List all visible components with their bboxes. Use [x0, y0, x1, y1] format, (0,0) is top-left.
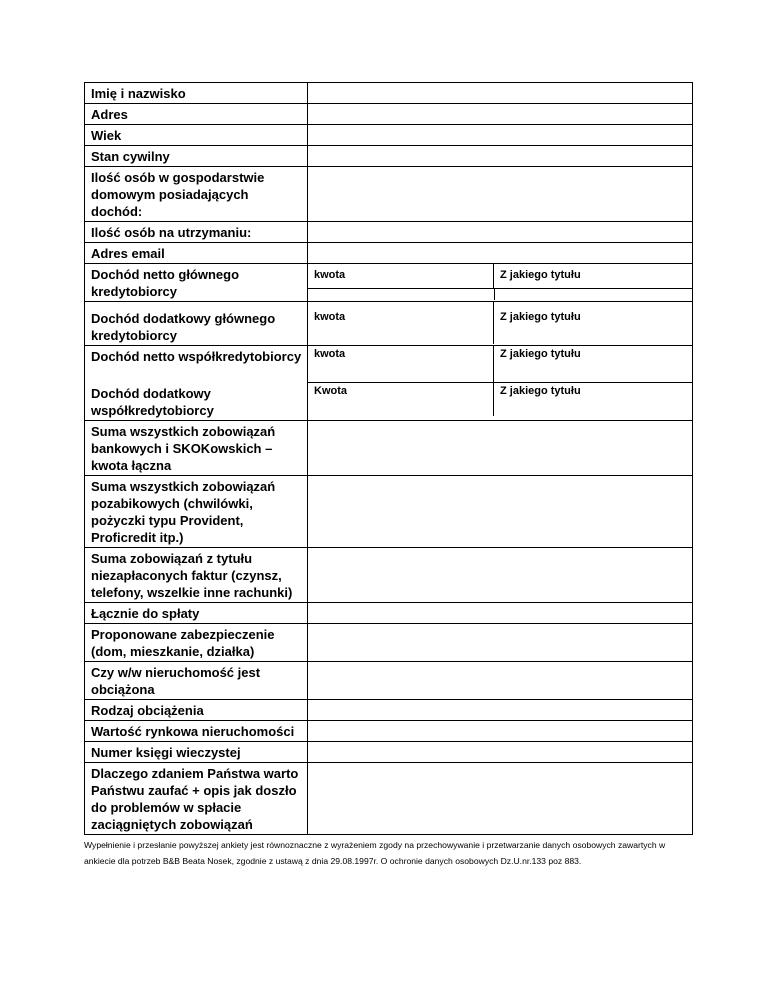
field-value-property-encumbered[interactable]: [308, 661, 693, 699]
field-label-address: Adres: [85, 104, 308, 125]
table-row: [85, 383, 693, 421]
field-label-unpaid-invoices: Suma zobowiązań z tytułu niezapłaconych faktur (czynsz, telefony, wszelkie inne rachunki): [85, 547, 308, 602]
field-label-property-encumbered: Czy w/w nieruchomość jest obciążona: [85, 661, 308, 699]
field-label-name: Imię i nazwisko: [85, 83, 308, 104]
field-value-market-value[interactable]: [308, 720, 693, 741]
field-value-collateral[interactable]: [308, 623, 693, 661]
table-row: [85, 475, 693, 547]
field-value-trust-description[interactable]: [308, 762, 693, 834]
table-row: [85, 699, 693, 720]
table-row: [85, 346, 693, 383]
questionnaire-form: [84, 82, 680, 869]
questionnaire-table: [84, 82, 693, 835]
table-row: [85, 302, 693, 346]
field-label-dependents: Ilość osób na utrzymaniu:: [85, 222, 308, 243]
field-label-nonbank-obligations: Suma wszystkich zobowiązań pozabikowych (chwilówki, pożyczki typu Provident, Proficredit itp.): [85, 475, 308, 547]
field-value-encumbrance-type[interactable]: [308, 699, 693, 720]
amount-input[interactable]: [308, 289, 495, 300]
table-row: [85, 125, 693, 146]
field-label-trust-description: Dlaczego zdaniem Państwa warto Państwu zaufać + opis jak doszło do problemów w spłacie zaciągniętych zobowiązań: [85, 762, 308, 834]
field-label-collateral: Proponowane zabezpieczenie (dom, mieszkanie, działka): [85, 623, 308, 661]
table-row: [85, 547, 693, 602]
field-label-market-value: Wartość rynkowa nieruchomości: [85, 720, 308, 741]
table-row: [85, 623, 693, 661]
field-label-co-extra-income: Dochód dodatkowy współkredytobiorcy: [85, 383, 308, 421]
field-value-nonbank-obligations[interactable]: [308, 475, 693, 547]
field-label-email: Adres email: [85, 243, 308, 264]
field-label-land-register-number: Numer księgi wieczystej: [85, 741, 308, 762]
field-label-bank-obligations: Suma wszystkich zobowiązań bankowych i SKOKowskich – kwota łączna: [85, 420, 308, 475]
source-header: Z jakiego tytułu: [500, 385, 581, 397]
table-row: [85, 420, 693, 475]
table-row: [85, 83, 693, 104]
field-value-total-to-repay[interactable]: [308, 602, 693, 623]
table-row: [85, 264, 693, 302]
field-value-address[interactable]: [308, 104, 693, 125]
field-value-bank-obligations[interactable]: [308, 420, 693, 475]
field-label-encumbrance-type: Rodzaj obciążenia: [85, 699, 308, 720]
field-value-unpaid-invoices[interactable]: [308, 547, 693, 602]
field-value-dependents[interactable]: [308, 222, 693, 243]
table-row: [85, 104, 693, 125]
field-value-marital-status[interactable]: [308, 146, 693, 167]
table-row: [85, 146, 693, 167]
table-row: [85, 741, 693, 762]
field-label-marital-status: Stan cywilny: [85, 146, 308, 167]
field-value-name[interactable]: [308, 83, 693, 104]
source-header: Z jakiego tytułu: [500, 348, 581, 360]
field-label-age: Wiek: [85, 125, 308, 146]
table-row: [85, 661, 693, 699]
amount-header: kwota: [308, 302, 494, 344]
field-value-household-earners[interactable]: [308, 167, 693, 222]
source-header: Z jakiego tytułu: [500, 311, 581, 323]
field-value-email[interactable]: [308, 243, 693, 264]
table-row: [85, 602, 693, 623]
table-row: [85, 243, 693, 264]
amount-header: Kwota: [308, 383, 494, 416]
source-input[interactable]: [495, 289, 692, 300]
amount-header: kwota: [308, 264, 494, 288]
field-label-total-to-repay: Łącznie do spłaty: [85, 602, 308, 623]
table-row: [85, 222, 693, 243]
table-row: [85, 167, 693, 222]
field-value-land-register-number[interactable]: [308, 741, 693, 762]
field-label-main-extra-income: Dochód dodatkowy głównego kredytobiorcy: [85, 302, 308, 346]
field-label-household-earners: Ilość osób w gospodarstwie domowym posiadających dochód:: [85, 167, 308, 222]
field-label-main-net-income: Dochód netto głównego kredytobiorcy: [85, 264, 308, 302]
source-header: Z jakiego tytułu: [500, 269, 581, 281]
consent-footnote: Wypełnienie i przesłanie powyższej ankiety jest równoznaczne z wyrażeniem zgody na przechowywanie i przetwarzanie danych osobowych zawartych w ankiecie dla potrzeb B&B Beata Nosek, zgodnie z ustawą z dnia 29.08.1997r. O ochronie danych osobowych Dz.U.nr.133 poz 883.: [84, 839, 666, 866]
field-value-age[interactable]: [308, 125, 693, 146]
amount-header: kwota: [308, 346, 494, 382]
table-row: [85, 762, 693, 834]
field-label-co-net-income: Dochód netto współkredytobiorcy: [85, 346, 308, 383]
table-row: [85, 720, 693, 741]
